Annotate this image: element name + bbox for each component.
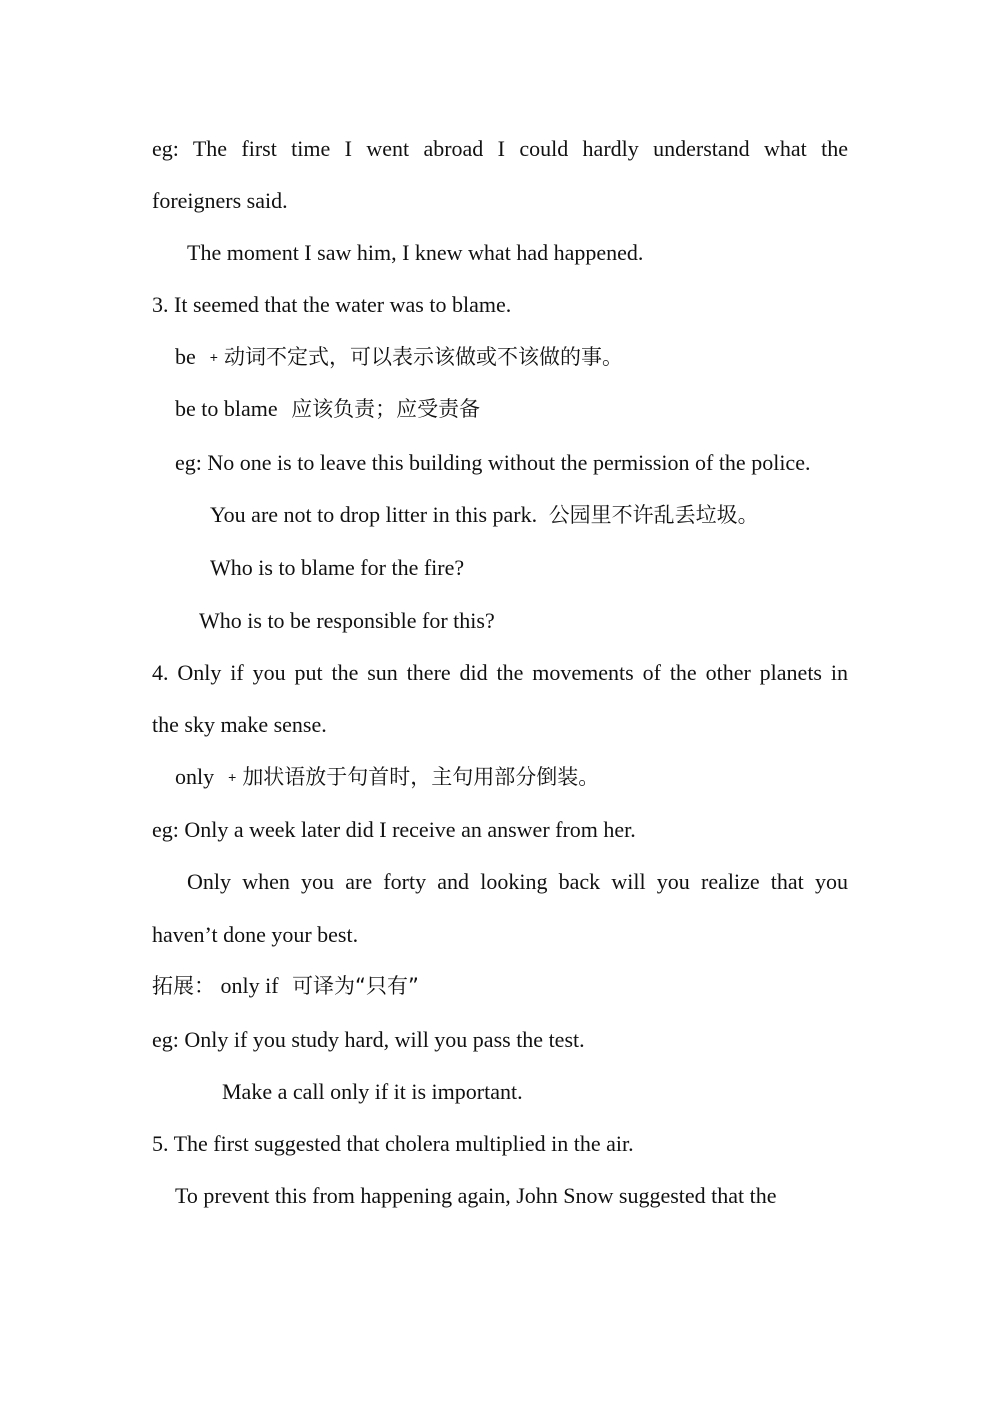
example-sentence-line: eg: The first time I went abroad I could hardly understand what the — [152, 136, 848, 161]
example-sentence: Who is to be responsible for this? — [199, 608, 495, 633]
extension-term: only if — [220, 973, 279, 998]
extension-note — [152, 972, 419, 1000]
example-sentence: eg: No one is to leave this building without the permission of the police. — [175, 450, 811, 475]
phrase-be-to-blame — [175, 395, 480, 423]
example-sentence-continuation: foreigners said. — [152, 188, 288, 213]
example-sentence: Only when you are forty and looking back will you realize that you — [187, 869, 848, 894]
rule-term: be — [175, 344, 196, 369]
extension-label-cn: 拓展： — [152, 974, 215, 998]
example-sentence: The moment I saw him, I knew what had happened. — [187, 240, 644, 265]
phrase-meaning-cn: 应该负责；应受责备 — [291, 397, 481, 421]
extension-meaning-cn: 可译为“只有” — [292, 974, 419, 998]
rule-explanation-cn: 动词不定式，可以表示该做或不该做的事。 — [223, 345, 623, 369]
rule-term: only — [175, 764, 215, 789]
plus-sign: + — [209, 349, 218, 365]
plus-sign: + — [228, 769, 237, 785]
point-5-heading: 5. The first suggested that cholera multiplied in the air. — [152, 1131, 634, 1156]
example-sentence — [210, 501, 759, 529]
example-sentence: eg: Only if you study hard, will you pass the test. — [152, 1027, 585, 1052]
rule-explanation-cn: 加状语放于句首时，主句用部分倒装。 — [242, 765, 600, 789]
example-sentence: eg: Only a week later did I receive an answer from her. — [152, 817, 636, 842]
example-sentence-continuation: haven’t done your best. — [152, 922, 359, 947]
example-translation-cn: 公园里不许乱丢垃圾。 — [548, 503, 759, 527]
phrase-term: be to blame — [175, 396, 278, 421]
example-sentence: Make a call only if it is important. — [222, 1079, 523, 1104]
paragraph-text: To prevent this from happening again, John Snow suggested that the — [175, 1183, 777, 1208]
grammar-rule-only-inversion — [175, 763, 599, 791]
example-sentence: Who is to blame for the fire? — [210, 555, 465, 580]
point-4-heading-continuation: the sky make sense. — [152, 712, 327, 737]
grammar-rule-be-infinitive — [175, 343, 623, 371]
point-4-heading: 4. Only if you put the sun there did the movements of the other planets in — [152, 660, 848, 685]
example-en: You are not to drop litter in this park. — [210, 502, 538, 527]
point-3-heading: 3. It seemed that the water was to blame. — [152, 292, 512, 317]
